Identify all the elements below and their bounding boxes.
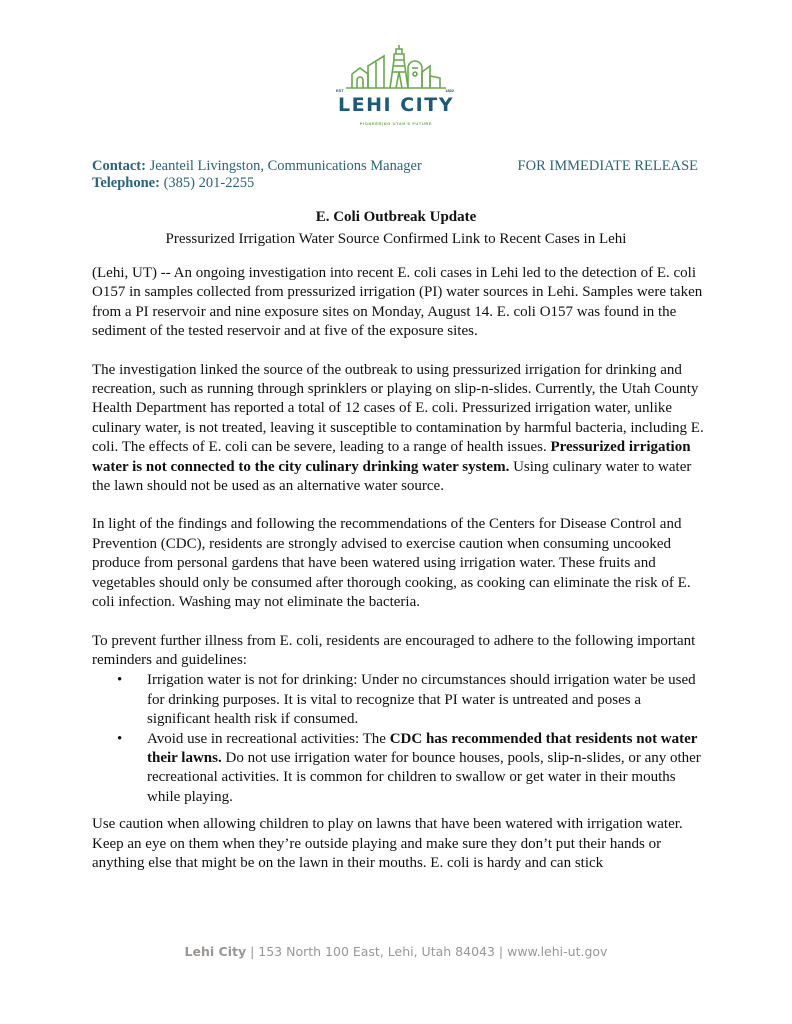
logo-tagline: PIONEERING UTAH'S FUTURE	[359, 121, 433, 126]
list-item-text-a: Avoid use in recreational activities: The	[147, 730, 390, 747]
telephone-line	[92, 175, 422, 192]
footer-address	[0, 944, 792, 959]
list-item-bold: CDC has recommended that residents not water their lawns.	[147, 730, 698, 766]
list-item	[117, 671, 704, 729]
paragraph-5: Use caution when allowing children to play on lawns that have been watered with irrigation water. Keep an eye on them when they’re outside playing and make sure they don’t put their hands or anything else that might be on the lawn in their mouths. E. coli is hardy and can stick	[92, 816, 683, 871]
press-release-body	[92, 264, 704, 892]
paragraph-3: In light of the findings and following the recommendations of the Centers for Disease Control and Prevention (CDC), residents are strongly advised to exercise caution when consuming uncooked produce from personal gardens that have been watered using irrigation water. These fruits and vegetables should only be consumed after thorough cooking, as cooking can eliminate the risk of E. coli infection. Washing may not eliminate the bacteria.	[92, 516, 691, 611]
guidelines-list	[92, 671, 704, 807]
city-skyline-icon	[346, 42, 446, 92]
footer-address-text: | 153 North 100 East, Lehi, Utah 84043 | www.lehi-ut.gov	[246, 944, 608, 959]
list-item-text-b: Do not use irrigation water for bounce houses, pools, slip-n-slides, or any other recreational activities. It is common for children to swallow or get water in their mouths while playing.	[147, 749, 701, 805]
paragraph-1: (Lehi, UT) -- An ongoing investigation into recent E. coli cases in Lehi led to the detection of E. coli O157 in samples collected from pressurized irrigation (PI) water sources in Lehi. Samples were taken from a PI reservoir and nine exposure sites on Monday, August 14. E. coli O157 was found in the sediment of the tested reservoir and at five of the exposure sites.	[92, 265, 703, 340]
logo-est-left: EST	[336, 88, 344, 93]
contact-block	[92, 158, 422, 192]
paragraph-2	[92, 361, 704, 497]
paragraph-2-text-a: The investigation linked the source of the outbreak to using pressurized irrigation for drinking and recreation, such as running through sprinklers or playing on slip-n-slides. Currently, the Utah County Health Department has reported a total of 12 cases of E. coli. Pressurized irrigation water, unlike culinary water, is not treated, leaving it susceptible to contamination by harmful bacteria, including E. coli. The effects of E. coli can be severe, leading to a range of health issues.	[92, 361, 704, 456]
paragraph-2-text-b: Using culinary water to water the lawn should not be used as an alternative water source.	[92, 458, 692, 495]
telephone-value: (385) 201-2255	[159, 175, 255, 191]
bullet-icon: •	[117, 672, 123, 689]
release-notice: FOR IMMEDIATE RELEASE	[517, 158, 698, 174]
logo-est-right: 1852	[445, 88, 454, 93]
lehi-city-logo	[332, 42, 460, 134]
contact-line	[92, 158, 422, 175]
list-item	[117, 730, 704, 808]
page-title: E. Coli Outbreak Update	[315, 209, 477, 225]
bullet-icon: •	[117, 730, 123, 747]
footer-city-name: Lehi City	[184, 944, 247, 959]
logo-title: LEHI CITY	[338, 94, 454, 116]
telephone-label: Telephone:	[92, 175, 160, 191]
paragraph-2-bold: Pressurized irrigation water is not connected to the city culinary drinking water system.	[92, 439, 691, 475]
contact-label: Contact:	[92, 158, 146, 174]
paragraph-4: To prevent further illness from E. coli, residents are encouraged to adhere to the following important reminders and guidelines:	[92, 632, 696, 668]
page-subtitle: Pressurized Irrigation Water Source Confirmed Link to Recent Cases in Lehi	[165, 231, 627, 247]
list-item-text: Irrigation water is not for drinking: Under no circumstances should irrigation water be used for drinking purposes. It is vital to recognize that PI water is untreated and poses a significant health risk if consumed.	[147, 672, 696, 728]
contact-value: Jeanteil Livingston, Communications Manager	[145, 158, 422, 174]
